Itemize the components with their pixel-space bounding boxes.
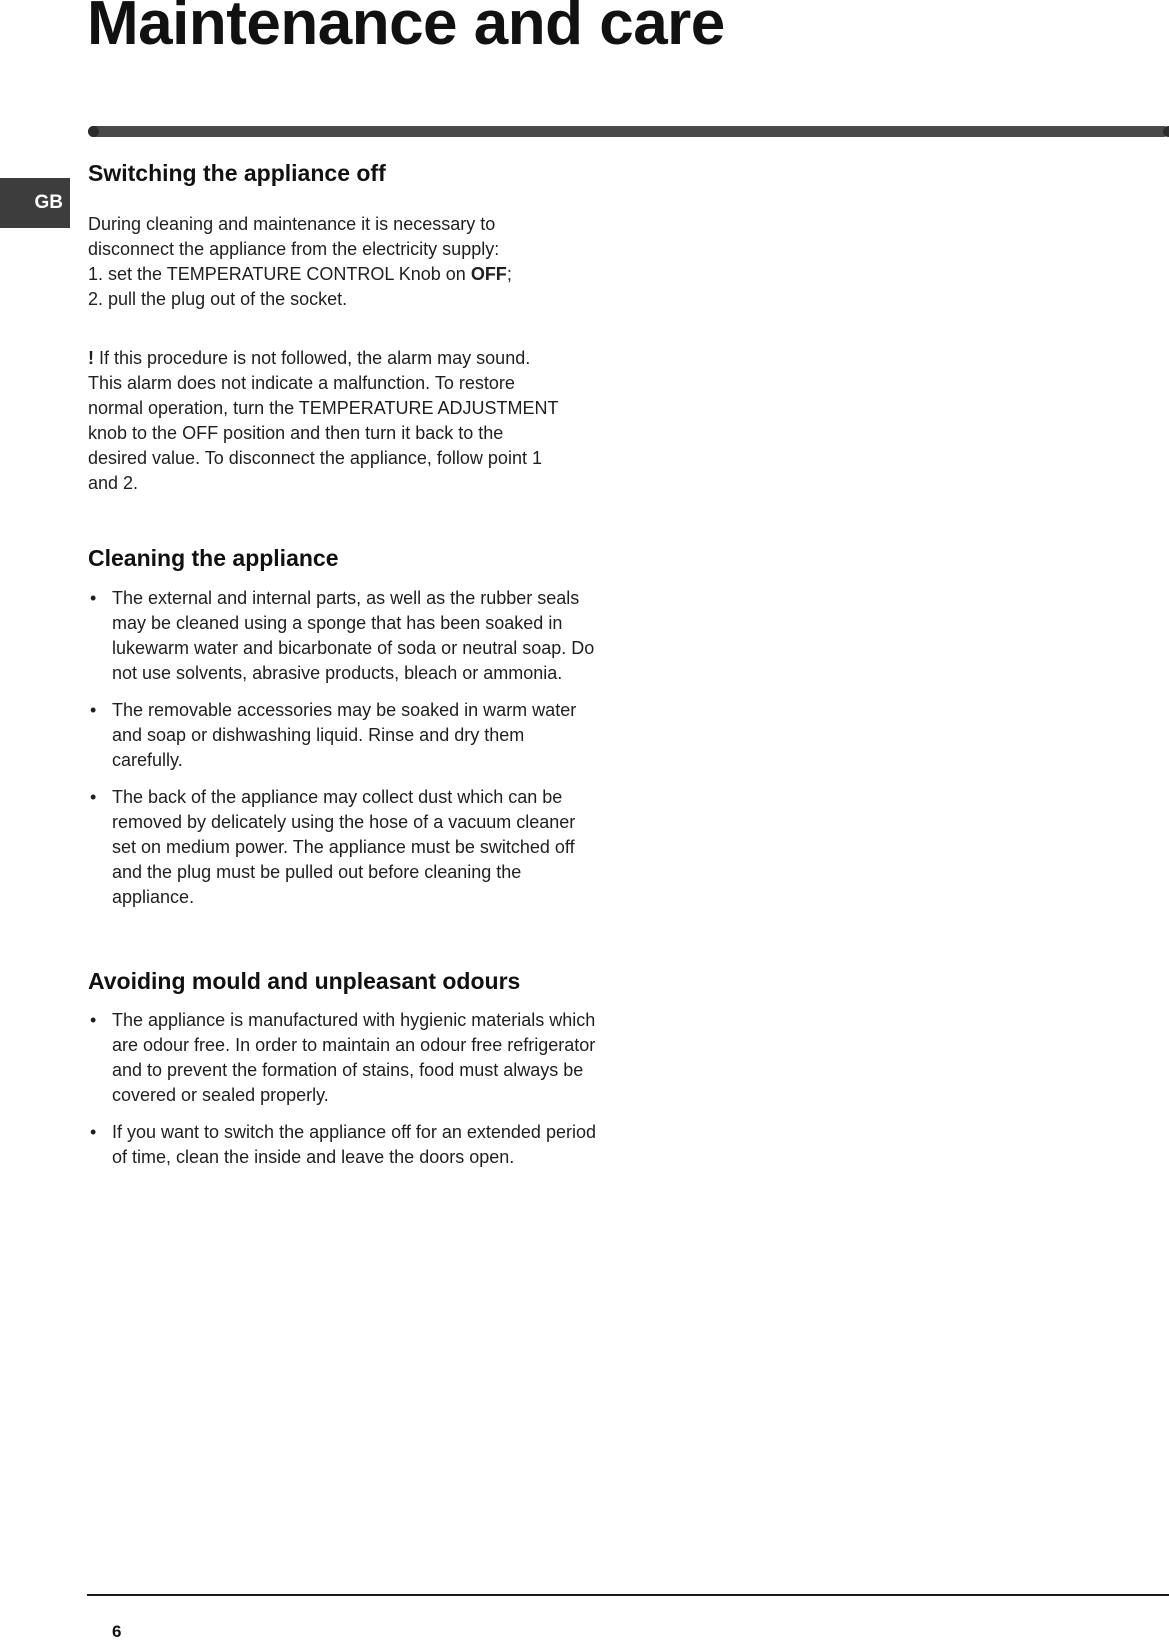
warning-line: knob to the OFF position and then turn it back to the xyxy=(88,423,504,443)
mould-heading: Avoiding mould and unpleasant odours xyxy=(88,968,521,994)
bullet-icon: • xyxy=(90,787,97,807)
divider-left-cap xyxy=(88,126,99,137)
mould-list xyxy=(88,1008,598,1182)
language-tab-label: GB xyxy=(34,192,63,213)
page-title: Maintenance and care xyxy=(87,0,725,58)
warning-line xyxy=(88,346,598,371)
switching-step-2: 2. pull the plug out of the socket. xyxy=(88,289,348,309)
title-divider xyxy=(88,126,1169,137)
switching-heading: Switching the appliance off xyxy=(88,160,386,186)
list-item xyxy=(88,586,598,686)
bullet-icon: • xyxy=(90,700,97,720)
language-tab xyxy=(0,178,70,228)
list-item xyxy=(88,698,598,773)
divider-right-cap xyxy=(1163,126,1169,137)
list-item-text: The external and internal parts, as well as the rubber seals may be cleaned using a sponge that has been soaked in lukewarm water and bicarbonate of soda or neutral soap. Do not use solvents, abrasive products, bleach or ammonia. xyxy=(112,588,595,683)
switching-intro-line: During cleaning and maintenance it is necessary to xyxy=(88,214,496,234)
step-1-suffix: ; xyxy=(506,264,512,284)
warning-line: and 2. xyxy=(88,473,139,493)
switching-step-1 xyxy=(88,262,598,287)
bullet-icon: • xyxy=(90,588,97,608)
warning-text: If this procedure is not followed, the alarm may sound. xyxy=(94,348,531,368)
step-1-off-value: OFF xyxy=(470,264,507,284)
list-item-text: If you want to switch the appliance off for an extended period of time, clean the inside and leave the doors open. xyxy=(112,1122,596,1167)
list-item xyxy=(88,1120,598,1170)
step-1-text: 1. set the TEMPERATURE CONTROL Knob on xyxy=(88,264,471,284)
bullet-icon: • xyxy=(90,1010,97,1030)
list-item xyxy=(88,785,598,910)
warning-line: normal operation, turn the TEMPERATURE ADJUSTMENT xyxy=(88,398,559,418)
switching-intro xyxy=(88,212,598,312)
warning-line: This alarm does not indicate a malfunction. To restore xyxy=(88,373,515,393)
warning-icon: ! xyxy=(88,348,94,368)
list-item-text: The removable accessories may be soaked in warm water and soap or dishwashing liquid. Rinse and dry them carefully. xyxy=(112,700,577,770)
cleaning-list xyxy=(88,586,598,922)
bullet-icon: • xyxy=(90,1122,97,1142)
warning-line: desired value. To disconnect the appliance, follow point 1 xyxy=(88,448,542,468)
list-item xyxy=(88,1008,598,1108)
list-item-text: The appliance is manufactured with hygienic materials which are odour free. In order to maintain an odour free refrigerator and to prevent the formation of stains, food must always be covered or sealed properly. xyxy=(112,1010,596,1105)
switching-intro-line: disconnect the appliance from the electricity supply: xyxy=(88,239,500,259)
cleaning-heading: Cleaning the appliance xyxy=(88,545,339,571)
warning-note xyxy=(88,346,598,496)
page-number: 6 xyxy=(112,1622,122,1641)
list-item-text: The back of the appliance may collect dust which can be removed by delicately using the hose of a vacuum cleaner set on medium power. The appliance must be switched off and the plug must be pulled out before cleaning the appliance. xyxy=(112,787,576,907)
footer-divider xyxy=(87,1594,1169,1596)
